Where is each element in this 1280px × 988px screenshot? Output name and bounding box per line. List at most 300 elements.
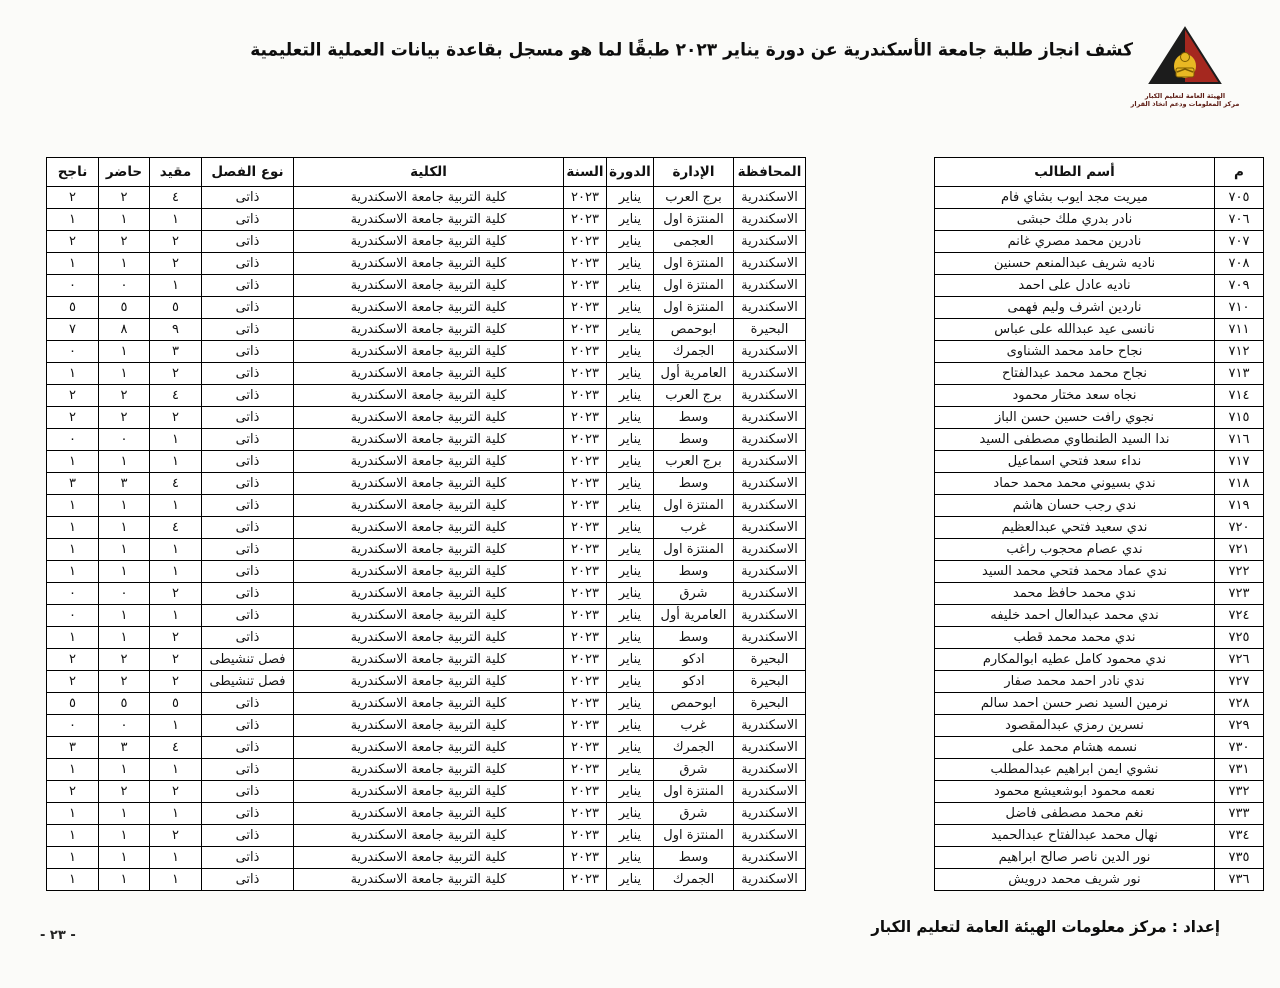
table-row bbox=[935, 253, 1264, 275]
cell-session: يناير bbox=[607, 561, 654, 583]
cell-college: كلية التربية جامعة الاسكندرية bbox=[294, 407, 564, 429]
cell-administration: المنتزة اول bbox=[654, 495, 734, 517]
cell-no: ٧٢٧ bbox=[1215, 671, 1264, 693]
cell-college: كلية التربية جامعة الاسكندرية bbox=[294, 671, 564, 693]
cell-governorate: الاسكندرية bbox=[734, 253, 806, 275]
table-row bbox=[935, 231, 1264, 253]
cell-no: ٧٢٨ bbox=[1215, 693, 1264, 715]
cell-passed: ٠ bbox=[47, 429, 99, 451]
cell-enrolled: ٤ bbox=[150, 517, 202, 539]
cell-present: ١ bbox=[99, 363, 150, 385]
cell-name: ندي رجب حسان هاشم bbox=[935, 495, 1215, 517]
cell-college: كلية التربية جامعة الاسكندرية bbox=[294, 275, 564, 297]
cell-present: ١ bbox=[99, 209, 150, 231]
cell-enrolled: ٤ bbox=[150, 385, 202, 407]
table-row bbox=[935, 781, 1264, 803]
cell-college: كلية التربية جامعة الاسكندرية bbox=[294, 341, 564, 363]
cell-name: نغم محمد مصطفى فاضل bbox=[935, 803, 1215, 825]
cell-name: ندي سعيد فتحي عبدالعظيم bbox=[935, 517, 1215, 539]
cell-enrolled: ٢ bbox=[150, 781, 202, 803]
cell-present: ٥ bbox=[99, 297, 150, 319]
cell-passed: ١ bbox=[47, 539, 99, 561]
cell-name: ندا السيد الطنطاوي مصطفى السيد bbox=[935, 429, 1215, 451]
cell-governorate: الاسكندرية bbox=[734, 561, 806, 583]
table-row bbox=[47, 869, 806, 891]
cell-enrolled: ١ bbox=[150, 869, 202, 891]
cell-administration: ابوحمص bbox=[654, 319, 734, 341]
cell-enrolled: ٤ bbox=[150, 737, 202, 759]
cell-class-type: ذاتى bbox=[202, 209, 294, 231]
cell-name: ناردين اشرف وليم فهمى bbox=[935, 297, 1215, 319]
cell-passed: ٢ bbox=[47, 781, 99, 803]
cell-college: كلية التربية جامعة الاسكندرية bbox=[294, 473, 564, 495]
cell-passed: ٢ bbox=[47, 187, 99, 209]
column-header-class-type: نوع الفصل bbox=[202, 158, 294, 187]
cell-class-type: ذاتى bbox=[202, 583, 294, 605]
cell-session: يناير bbox=[607, 737, 654, 759]
cell-present: ٥ bbox=[99, 693, 150, 715]
cell-enrolled: ٣ bbox=[150, 341, 202, 363]
cell-name: نعمه محمود ابوشعيشع محمود bbox=[935, 781, 1215, 803]
cell-enrolled: ٥ bbox=[150, 693, 202, 715]
cell-college: كلية التربية جامعة الاسكندرية bbox=[294, 561, 564, 583]
table-row bbox=[935, 671, 1264, 693]
cell-class-type: ذاتى bbox=[202, 781, 294, 803]
cell-session: يناير bbox=[607, 385, 654, 407]
cell-enrolled: ١ bbox=[150, 539, 202, 561]
cell-enrolled: ٢ bbox=[150, 671, 202, 693]
cell-passed: ٠ bbox=[47, 341, 99, 363]
cell-year: ٢٠٢٣ bbox=[564, 297, 607, 319]
cell-class-type: فصل تنشيطى bbox=[202, 671, 294, 693]
table-row bbox=[935, 297, 1264, 319]
cell-class-type: ذاتى bbox=[202, 693, 294, 715]
cell-college: كلية التربية جامعة الاسكندرية bbox=[294, 759, 564, 781]
cell-enrolled: ١ bbox=[150, 561, 202, 583]
table-row bbox=[935, 693, 1264, 715]
cell-year: ٢٠٢٣ bbox=[564, 231, 607, 253]
cell-name: نجاه سعد مختار محمود bbox=[935, 385, 1215, 407]
cell-enrolled: ٢ bbox=[150, 825, 202, 847]
cell-present: ١ bbox=[99, 539, 150, 561]
cell-year: ٢٠٢٣ bbox=[564, 869, 607, 891]
cell-class-type: ذاتى bbox=[202, 803, 294, 825]
table-row bbox=[47, 429, 806, 451]
table-row bbox=[47, 253, 806, 275]
cell-college: كلية التربية جامعة الاسكندرية bbox=[294, 737, 564, 759]
cell-name: ميريت مجد ايوب بشاي فام bbox=[935, 187, 1215, 209]
cell-administration: وسط bbox=[654, 627, 734, 649]
cell-administration: وسط bbox=[654, 847, 734, 869]
cell-year: ٢٠٢٣ bbox=[564, 781, 607, 803]
cell-session: يناير bbox=[607, 275, 654, 297]
table-header-row bbox=[47, 158, 806, 187]
cell-present: ٠ bbox=[99, 429, 150, 451]
cell-session: يناير bbox=[607, 517, 654, 539]
table-row bbox=[935, 517, 1264, 539]
cell-year: ٢٠٢٣ bbox=[564, 319, 607, 341]
cell-present: ٠ bbox=[99, 583, 150, 605]
cell-present: ١ bbox=[99, 517, 150, 539]
cell-governorate: الاسكندرية bbox=[734, 473, 806, 495]
cell-no: ٧٠٦ bbox=[1215, 209, 1264, 231]
cell-administration: شرق bbox=[654, 759, 734, 781]
cell-passed: ١ bbox=[47, 209, 99, 231]
cell-name: نهال محمد عبدالفتاح عبدالحميد bbox=[935, 825, 1215, 847]
table-row bbox=[47, 715, 806, 737]
table-row bbox=[935, 605, 1264, 627]
footer-page-number: - ٢٣ - bbox=[40, 928, 76, 943]
cell-enrolled: ٢ bbox=[150, 649, 202, 671]
cell-administration: المنتزة اول bbox=[654, 275, 734, 297]
table-row bbox=[935, 627, 1264, 649]
cell-administration: الجمرك bbox=[654, 341, 734, 363]
cell-passed: ١ bbox=[47, 627, 99, 649]
cell-governorate: الاسكندرية bbox=[734, 297, 806, 319]
cell-name: ناديه عادل على احمد bbox=[935, 275, 1215, 297]
column-header-enrolled: مقيد bbox=[150, 158, 202, 187]
cell-session: يناير bbox=[607, 407, 654, 429]
cell-enrolled: ٩ bbox=[150, 319, 202, 341]
cell-session: يناير bbox=[607, 847, 654, 869]
cell-governorate: الاسكندرية bbox=[734, 759, 806, 781]
cell-administration: ابوحمص bbox=[654, 693, 734, 715]
cell-name: نجاح حامد محمد الشناوى bbox=[935, 341, 1215, 363]
cell-passed: ١ bbox=[47, 363, 99, 385]
cell-administration: وسط bbox=[654, 561, 734, 583]
cell-no: ٧٣٥ bbox=[1215, 847, 1264, 869]
table-row bbox=[935, 715, 1264, 737]
cell-session: يناير bbox=[607, 715, 654, 737]
table-row bbox=[935, 429, 1264, 451]
cell-present: ٢ bbox=[99, 649, 150, 671]
cell-administration: ادكو bbox=[654, 649, 734, 671]
cell-governorate: الاسكندرية bbox=[734, 231, 806, 253]
cell-present: ١ bbox=[99, 759, 150, 781]
cell-session: يناير bbox=[607, 231, 654, 253]
cell-present: ١ bbox=[99, 341, 150, 363]
cell-governorate: الاسكندرية bbox=[734, 517, 806, 539]
table-row bbox=[47, 649, 806, 671]
cell-administration: شرق bbox=[654, 803, 734, 825]
table-row bbox=[935, 473, 1264, 495]
table-row bbox=[47, 539, 806, 561]
table-row bbox=[47, 341, 806, 363]
cell-session: يناير bbox=[607, 341, 654, 363]
cell-class-type: ذاتى bbox=[202, 187, 294, 209]
column-header-student-name: أسم الطالب bbox=[935, 158, 1215, 187]
table-row bbox=[47, 363, 806, 385]
cell-governorate: الاسكندرية bbox=[734, 781, 806, 803]
cell-session: يناير bbox=[607, 781, 654, 803]
cell-no: ٧٣٠ bbox=[1215, 737, 1264, 759]
cell-passed: ١ bbox=[47, 517, 99, 539]
students-table-left-block bbox=[46, 157, 806, 891]
cell-administration: الجمرك bbox=[654, 869, 734, 891]
cell-present: ٢ bbox=[99, 385, 150, 407]
cell-name: نشوي ايمن ابراهيم عبدالمطلب bbox=[935, 759, 1215, 781]
column-header-administration: الإدارة bbox=[654, 158, 734, 187]
cell-name: نانسى عيد عبدالله على عباس bbox=[935, 319, 1215, 341]
cell-year: ٢٠٢٣ bbox=[564, 429, 607, 451]
table-row bbox=[47, 385, 806, 407]
cell-class-type: ذاتى bbox=[202, 385, 294, 407]
cell-present: ٠ bbox=[99, 715, 150, 737]
cell-class-type: ذاتى bbox=[202, 869, 294, 891]
cell-enrolled: ١ bbox=[150, 803, 202, 825]
cell-governorate: البحيرة bbox=[734, 649, 806, 671]
column-header-no: م bbox=[1215, 158, 1264, 187]
cell-name: نور شريف محمد درويش bbox=[935, 869, 1215, 891]
students-table bbox=[48, 157, 1264, 891]
cell-administration: غرب bbox=[654, 517, 734, 539]
cell-passed: ٠ bbox=[47, 715, 99, 737]
cell-session: يناير bbox=[607, 671, 654, 693]
column-header-year: السنة bbox=[564, 158, 607, 187]
cell-passed: ٢ bbox=[47, 385, 99, 407]
table-row bbox=[47, 275, 806, 297]
cell-present: ٢ bbox=[99, 407, 150, 429]
cell-year: ٢٠٢٣ bbox=[564, 253, 607, 275]
cell-no: ٧١٣ bbox=[1215, 363, 1264, 385]
cell-no: ٧٠٩ bbox=[1215, 275, 1264, 297]
cell-present: ٢ bbox=[99, 187, 150, 209]
cell-enrolled: ٢ bbox=[150, 583, 202, 605]
cell-enrolled: ٢ bbox=[150, 407, 202, 429]
cell-name: ندي محمود كامل عطيه ابوالمكارم bbox=[935, 649, 1215, 671]
cell-college: كلية التربية جامعة الاسكندرية bbox=[294, 781, 564, 803]
cell-present: ١ bbox=[99, 869, 150, 891]
cell-college: كلية التربية جامعة الاسكندرية bbox=[294, 847, 564, 869]
cell-governorate: الاسكندرية bbox=[734, 407, 806, 429]
cell-session: يناير bbox=[607, 627, 654, 649]
cell-passed: ٠ bbox=[47, 275, 99, 297]
cell-no: ٧٢١ bbox=[1215, 539, 1264, 561]
table-row bbox=[935, 451, 1264, 473]
cell-administration: المنتزة اول bbox=[654, 209, 734, 231]
cell-governorate: الاسكندرية bbox=[734, 715, 806, 737]
cell-no: ٧٠٨ bbox=[1215, 253, 1264, 275]
document-title: كشف انجاز طلبة جامعة الأسكندرية عن دورة يناير ٢٠٢٣ طبقًا لما هو مسجل بقاعدة بيانات العملية التعليمية bbox=[250, 39, 1133, 61]
table-row bbox=[47, 231, 806, 253]
cell-name: نادرين محمد مصري غانم bbox=[935, 231, 1215, 253]
cell-session: يناير bbox=[607, 495, 654, 517]
cell-no: ٧١٨ bbox=[1215, 473, 1264, 495]
cell-name: ندي نادر احمد محمد صفار bbox=[935, 671, 1215, 693]
cell-year: ٢٠٢٣ bbox=[564, 627, 607, 649]
cell-present: ١ bbox=[99, 605, 150, 627]
table-row bbox=[47, 495, 806, 517]
cell-name: ندي محمد محمد قطب bbox=[935, 627, 1215, 649]
cell-year: ٢٠٢٣ bbox=[564, 341, 607, 363]
cell-year: ٢٠٢٣ bbox=[564, 517, 607, 539]
cell-present: ١ bbox=[99, 803, 150, 825]
cell-passed: ٣ bbox=[47, 473, 99, 495]
cell-passed: ١ bbox=[47, 451, 99, 473]
table-row bbox=[47, 759, 806, 781]
cell-year: ٢٠٢٣ bbox=[564, 825, 607, 847]
cell-governorate: الاسكندرية bbox=[734, 429, 806, 451]
cell-administration: برج العرب bbox=[654, 385, 734, 407]
cell-present: ١ bbox=[99, 253, 150, 275]
cell-passed: ١ bbox=[47, 825, 99, 847]
cell-enrolled: ١ bbox=[150, 495, 202, 517]
cell-college: كلية التربية جامعة الاسكندرية bbox=[294, 583, 564, 605]
cell-no: ٧٢٩ bbox=[1215, 715, 1264, 737]
cell-no: ٧٣٣ bbox=[1215, 803, 1264, 825]
cell-governorate: الاسكندرية bbox=[734, 583, 806, 605]
table-row bbox=[47, 451, 806, 473]
cell-enrolled: ١ bbox=[150, 275, 202, 297]
cell-session: يناير bbox=[607, 209, 654, 231]
cell-college: كلية التربية جامعة الاسكندرية bbox=[294, 715, 564, 737]
cell-year: ٢٠٢٣ bbox=[564, 759, 607, 781]
cell-passed: ٧ bbox=[47, 319, 99, 341]
cell-governorate: البحيرة bbox=[734, 671, 806, 693]
cell-passed: ٥ bbox=[47, 693, 99, 715]
cell-session: يناير bbox=[607, 473, 654, 495]
cell-present: ٢ bbox=[99, 231, 150, 253]
cell-administration: العجمى bbox=[654, 231, 734, 253]
cell-year: ٢٠٢٣ bbox=[564, 583, 607, 605]
cell-college: كلية التربية جامعة الاسكندرية bbox=[294, 297, 564, 319]
cell-passed: ١ bbox=[47, 847, 99, 869]
cell-session: يناير bbox=[607, 539, 654, 561]
cell-no: ٧١٧ bbox=[1215, 451, 1264, 473]
footer-prepared-by: إعداد : مركز معلومات الهيئة العامة لتعليم الكبار bbox=[871, 917, 1220, 937]
cell-session: يناير bbox=[607, 187, 654, 209]
table-row bbox=[47, 297, 806, 319]
table-row bbox=[935, 649, 1264, 671]
cell-present: ١ bbox=[99, 451, 150, 473]
cell-college: كلية التربية جامعة الاسكندرية bbox=[294, 495, 564, 517]
cell-session: يناير bbox=[607, 297, 654, 319]
cell-administration: وسط bbox=[654, 429, 734, 451]
cell-passed: ١ bbox=[47, 803, 99, 825]
table-row bbox=[935, 803, 1264, 825]
cell-governorate: الاسكندرية bbox=[734, 385, 806, 407]
table-row bbox=[935, 847, 1264, 869]
cell-administration: العامرية أول bbox=[654, 605, 734, 627]
table-row bbox=[47, 847, 806, 869]
cell-class-type: ذاتى bbox=[202, 429, 294, 451]
cell-no: ٧٢٤ bbox=[1215, 605, 1264, 627]
cell-class-type: ذاتى bbox=[202, 275, 294, 297]
cell-year: ٢٠٢٣ bbox=[564, 495, 607, 517]
cell-session: يناير bbox=[607, 759, 654, 781]
cell-no: ٧١١ bbox=[1215, 319, 1264, 341]
cell-class-type: ذاتى bbox=[202, 363, 294, 385]
table-row bbox=[47, 671, 806, 693]
cell-college: كلية التربية جامعة الاسكندرية bbox=[294, 429, 564, 451]
cell-no: ٧١٦ bbox=[1215, 429, 1264, 451]
table-row bbox=[935, 737, 1264, 759]
cell-no: ٧١٠ bbox=[1215, 297, 1264, 319]
table-row bbox=[47, 803, 806, 825]
cell-name: نجاح محمد محمد عبدالفتاح bbox=[935, 363, 1215, 385]
table-row bbox=[935, 363, 1264, 385]
cell-session: يناير bbox=[607, 869, 654, 891]
cell-passed: ٠ bbox=[47, 605, 99, 627]
cell-session: يناير bbox=[607, 583, 654, 605]
cell-administration: المنتزة اول bbox=[654, 253, 734, 275]
cell-class-type: فصل تنشيطى bbox=[202, 649, 294, 671]
cell-year: ٢٠٢٣ bbox=[564, 187, 607, 209]
table-row bbox=[47, 319, 806, 341]
cell-college: كلية التربية جامعة الاسكندرية bbox=[294, 451, 564, 473]
table-row bbox=[935, 495, 1264, 517]
table-row bbox=[47, 187, 806, 209]
column-header-passed: ناجح bbox=[47, 158, 99, 187]
cell-administration: وسط bbox=[654, 473, 734, 495]
cell-college: كلية التربية جامعة الاسكندرية bbox=[294, 605, 564, 627]
cell-name: ندي محمد حافظ محمد bbox=[935, 583, 1215, 605]
cell-no: ٧٠٥ bbox=[1215, 187, 1264, 209]
cell-class-type: ذاتى bbox=[202, 715, 294, 737]
cell-year: ٢٠٢٣ bbox=[564, 385, 607, 407]
cell-no: ٧٢٦ bbox=[1215, 649, 1264, 671]
cell-enrolled: ١ bbox=[150, 429, 202, 451]
authority-logo-icon bbox=[1148, 26, 1222, 90]
cell-college: كلية التربية جامعة الاسكندرية bbox=[294, 627, 564, 649]
cell-college: كلية التربية جامعة الاسكندرية bbox=[294, 539, 564, 561]
cell-year: ٢٠٢٣ bbox=[564, 209, 607, 231]
cell-administration: ادكو bbox=[654, 671, 734, 693]
column-header-session: الدورة bbox=[607, 158, 654, 187]
cell-college: كلية التربية جامعة الاسكندرية bbox=[294, 363, 564, 385]
cell-name: ندي محمد عبدالعال احمد خليفه bbox=[935, 605, 1215, 627]
cell-class-type: ذاتى bbox=[202, 539, 294, 561]
cell-year: ٢٠٢٣ bbox=[564, 561, 607, 583]
cell-year: ٢٠٢٣ bbox=[564, 407, 607, 429]
cell-present: ١ bbox=[99, 561, 150, 583]
cell-name: ندي عماد محمد فتحي محمد السيد bbox=[935, 561, 1215, 583]
cell-no: ٧٢٥ bbox=[1215, 627, 1264, 649]
cell-year: ٢٠٢٣ bbox=[564, 539, 607, 561]
cell-passed: ١ bbox=[47, 759, 99, 781]
cell-governorate: الاسكندرية bbox=[734, 495, 806, 517]
cell-enrolled: ١ bbox=[150, 209, 202, 231]
cell-session: يناير bbox=[607, 253, 654, 275]
cell-no: ٧٣٦ bbox=[1215, 869, 1264, 891]
cell-enrolled: ١ bbox=[150, 715, 202, 737]
table-row bbox=[47, 517, 806, 539]
table-row bbox=[47, 209, 806, 231]
cell-name: نرمين السيد نصر حسن احمد سالم bbox=[935, 693, 1215, 715]
cell-passed: ٢ bbox=[47, 649, 99, 671]
table-row bbox=[47, 627, 806, 649]
table-row bbox=[935, 187, 1264, 209]
cell-class-type: ذاتى bbox=[202, 847, 294, 869]
cell-governorate: الاسكندرية bbox=[734, 825, 806, 847]
column-header-college: الكلية bbox=[294, 158, 564, 187]
table-row bbox=[935, 869, 1264, 891]
cell-present: ٨ bbox=[99, 319, 150, 341]
cell-college: كلية التربية جامعة الاسكندرية bbox=[294, 803, 564, 825]
cell-session: يناير bbox=[607, 605, 654, 627]
cell-enrolled: ١ bbox=[150, 451, 202, 473]
cell-enrolled: ٢ bbox=[150, 231, 202, 253]
cell-administration: وسط bbox=[654, 407, 734, 429]
cell-name: ناديه شريف عبدالمنعم حسنين bbox=[935, 253, 1215, 275]
cell-passed: ٢ bbox=[47, 671, 99, 693]
table-row bbox=[47, 605, 806, 627]
cell-year: ٢٠٢٣ bbox=[564, 473, 607, 495]
table-row bbox=[935, 539, 1264, 561]
cell-passed: ٢ bbox=[47, 231, 99, 253]
cell-class-type: ذاتى bbox=[202, 517, 294, 539]
table-row bbox=[47, 781, 806, 803]
